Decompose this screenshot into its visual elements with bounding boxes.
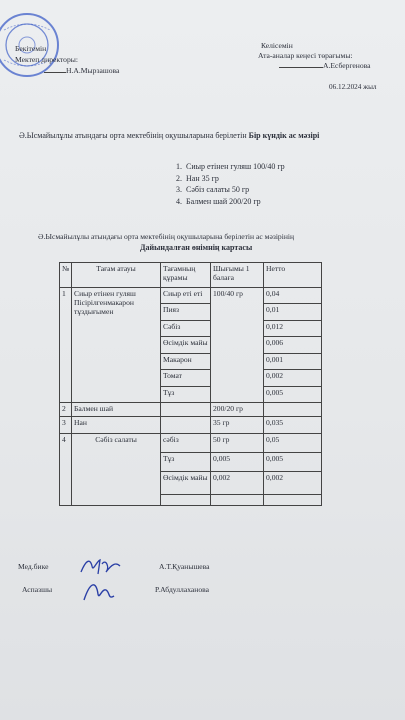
ingredient-net: 0,002 — [264, 370, 322, 386]
ingredient-net: 0,05 — [264, 434, 322, 453]
ingredient-name: Пияз — [161, 304, 211, 320]
row-composition — [161, 403, 211, 417]
director-name-line — [44, 66, 119, 75]
row-yield: 100/40 гр — [211, 288, 264, 403]
row-num: 2 — [60, 403, 72, 417]
ingredient-name: сәбіз — [161, 434, 211, 453]
empty-cell — [211, 495, 264, 506]
row-dish: Сәбіз салаты — [72, 434, 161, 506]
ingredient-name: Тұз — [161, 386, 211, 402]
ingredient-name: Сәбіз — [161, 320, 211, 336]
director-name: Н.А.Мырзашова — [66, 66, 120, 75]
menu-list — [170, 161, 285, 207]
table-row — [60, 403, 322, 417]
row-composition — [161, 417, 211, 434]
agree-label: Келісемін — [261, 41, 293, 50]
ingredient-name: Макарон — [161, 353, 211, 369]
row-dish: Нан — [72, 417, 161, 434]
card-title-line2: Дайындалған өнімнің картасы — [140, 243, 253, 252]
parents-chair-name: А.Есбергенова — [323, 61, 371, 70]
col-header-net: Нетто — [264, 263, 322, 288]
ingredient-net: 0,006 — [264, 337, 322, 353]
ingredient-net: 0,012 — [264, 320, 322, 336]
empty-cell — [161, 495, 211, 506]
menu-title-bold: Бір күндік ас мәзірі — [248, 131, 320, 140]
parents-chair-label: Ата-аналар кеңесі төрағымы: — [258, 51, 353, 60]
ingredient-name: Томат — [161, 370, 211, 386]
row-num: 1 — [60, 288, 72, 403]
empty-cell — [264, 495, 322, 506]
row-net: 0,035 — [264, 417, 322, 434]
product-card-table — [59, 262, 322, 506]
ingredient-net: 0,001 — [264, 353, 322, 369]
row-yield: 200/20 гр — [211, 403, 264, 417]
table-row — [60, 434, 322, 453]
col-header-yield: Шығымы 1 балаға — [211, 263, 264, 288]
col-header-num: № — [60, 263, 72, 288]
ingredient-name: Өсімдік майы — [161, 472, 211, 495]
ingredient-name: Сиыр еті еті — [161, 288, 211, 304]
menu-item: 2. Нан 35 гр — [184, 173, 285, 185]
menu-item: 4. Балмен шай 200/20 гр — [184, 196, 285, 208]
ingredient-net: 0,04 — [264, 288, 322, 304]
nurse-name: А.Т.Қуанышева — [159, 562, 210, 571]
ingredient-yield: 0,002 — [211, 472, 264, 495]
ingredient-name: Тұз — [161, 453, 211, 472]
menu-title-prefix: Ә.Ысмайылұлы атындағы орта мектебінің оқушыларына берілетін — [19, 131, 249, 140]
table-row — [60, 288, 322, 304]
parents-chair-line — [279, 61, 371, 70]
row-dish: Балмен шай — [72, 403, 161, 417]
card-title-line1: Ә.Ысмайылұлы атындағы орта мектебінің оқушыларына берілетін ас мәзірінің — [38, 232, 295, 241]
table-header-row — [60, 263, 322, 288]
ingredient-net: 0,002 — [264, 472, 322, 495]
cook-name: Р.Абдуллаханова — [155, 585, 210, 594]
col-header-dish: Тағам атауы — [72, 263, 161, 288]
ingredient-yield: 50 гр — [211, 434, 264, 453]
ingredient-net: 0,005 — [264, 386, 322, 402]
ingredient-name: Өсімдік майы — [161, 337, 211, 353]
col-header-composition: Тағамның құрамы — [161, 263, 211, 288]
nurse-signature — [78, 554, 124, 578]
row-yield: 35 гр — [211, 417, 264, 434]
director-label: Мектеп директоры: — [15, 55, 78, 64]
approve-label: Бекітемін — [15, 44, 47, 53]
cook-role: Аспазшы — [22, 585, 53, 594]
row-num: 4 — [60, 434, 72, 506]
table-row — [60, 417, 322, 434]
ingredient-yield: 0,005 — [211, 453, 264, 472]
ingredient-net: 0,01 — [264, 304, 322, 320]
nurse-role: Мед.бике — [18, 562, 49, 571]
row-net — [264, 403, 322, 417]
row-num: 3 — [60, 417, 72, 434]
menu-title — [19, 131, 319, 140]
menu-item: 3. Сәбіз салаты 50 гр — [184, 184, 285, 196]
cook-signature — [80, 578, 120, 604]
row-dish: Сиыр етінен гуляш Пісірілгенмакарон тұздығымен — [72, 288, 161, 403]
menu-item: 1. Сиыр етінен гуляш 100/40 гр — [184, 161, 285, 173]
ingredient-net: 0,005 — [264, 453, 322, 472]
document-date: 06.12.2024 жыл — [329, 83, 377, 91]
